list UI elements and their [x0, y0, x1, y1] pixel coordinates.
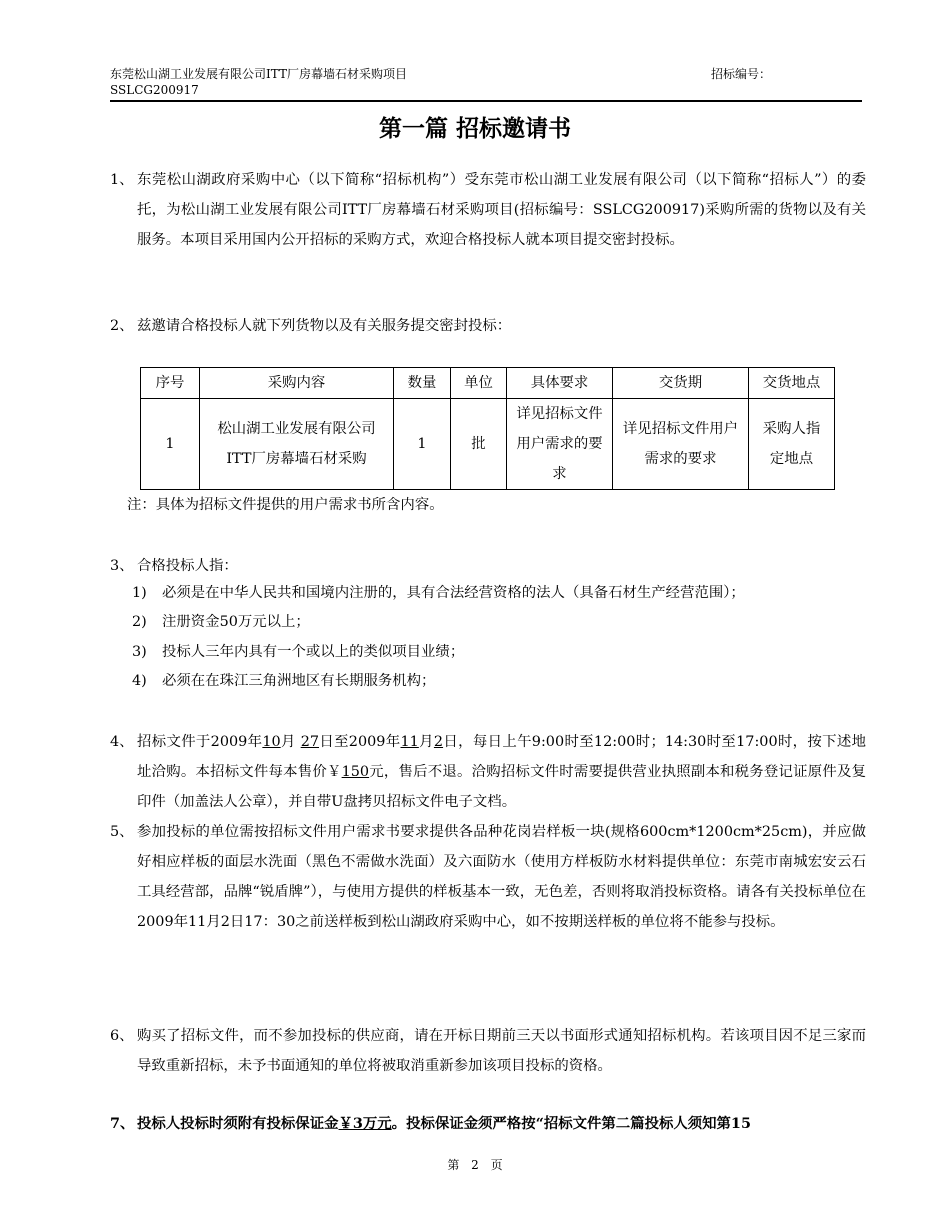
paragraph-5-number: 5、 — [110, 824, 134, 840]
text-run: 。投标保证金须严格按“招标文件第二篇投标人须知第15 — [391, 1115, 751, 1132]
table-cell-qty: 1 — [394, 399, 451, 490]
paragraph-1 — [110, 165, 866, 255]
underlined-price: 150 — [341, 764, 370, 780]
table-header-cell: 交货期 — [613, 368, 749, 399]
table-header-cell: 数量 — [394, 368, 451, 399]
table-cell-seq: 1 — [141, 399, 200, 490]
text-run: 月 — [280, 734, 301, 750]
table-note: 注：具体为招标文件提供的用户需求书所含内容。 — [127, 497, 444, 513]
table-header-row — [141, 368, 835, 399]
header-divider — [110, 100, 862, 102]
list-item-number: 1) — [132, 585, 147, 601]
paragraph-3-text: 合格投标人指： — [137, 558, 238, 574]
table-cell-requirement: 详见招标文件用户需求的要求 — [507, 399, 613, 490]
page-header — [110, 66, 862, 98]
paragraph-7 — [110, 1109, 866, 1139]
paragraph-3 — [110, 551, 866, 581]
list-item-text: 必须在在珠江三角洲地区有长期服务机构； — [162, 673, 436, 689]
procurement-table — [140, 367, 835, 490]
table-header-cell: 单位 — [451, 368, 507, 399]
table-header-cell: 交货地点 — [749, 368, 835, 399]
paragraph-1-text: 东莞松山湖政府采购中心（以下简称“招标机构”）受东莞市松山湖工业发展有限公司（以下简称“招标人”）的委托，为松山湖工业发展有限公司ITT厂房幕墙石材采购项目(招标编号：SSLCG200917)采购所需的货物以及有关服务。本项目采用国内公开招标的采购方式，欢迎合格投标人就本项目提交密封投标。 — [137, 172, 866, 248]
table-header-cell: 序号 — [141, 368, 200, 399]
table-row — [141, 399, 835, 490]
text-run: 元，售后不退。洽购招标文件时需要提供营业执照副本和税务登记证原件及复印件（加盖法人公章），并自带U盘拷贝招标文件电子文档。 — [137, 764, 866, 810]
text-run: 招标文件于2009年 — [137, 734, 263, 750]
paragraph-1-number: 1、 — [110, 172, 134, 188]
paragraph-6 — [110, 1021, 866, 1081]
list-item-number: 4) — [132, 673, 147, 689]
list-item-text: 必须是在中华人民共和国境内注册的，具有合法经营资格的法人（具备石材生产经营范围）； — [162, 585, 745, 601]
list-item — [132, 609, 310, 635]
paragraph-4-number: 4、 — [110, 734, 134, 750]
page-title: 第一篇 招标邀请书 — [378, 115, 571, 142]
header-code-label: 招标编号： — [711, 67, 772, 81]
paragraph-6-text: 购买了招标文件，而不参加投标的供应商，请在开标日期前三天以书面形式通知招标机构。若该项目因不足三家而导致重新招标，未予书面通知的单位将被取消重新参加该项目投标的资格。 — [137, 1028, 866, 1074]
text-run: 月 — [418, 734, 434, 750]
list-item-number: 2) — [132, 614, 147, 630]
underlined-month: 10 — [262, 734, 281, 750]
underlined-amount: ￥3万元 — [338, 1115, 392, 1132]
paragraph-3-number: 3、 — [110, 558, 134, 574]
paragraph-4-text — [110, 727, 866, 817]
list-item — [132, 639, 464, 665]
table-cell-delivery: 详见招标文件用户需求的要求 — [613, 399, 749, 490]
list-item — [132, 580, 745, 606]
table-cell-content: 松山湖工业发展有限公司ITT厂房幕墙石材采购 — [200, 399, 394, 490]
table-header-cell: 具体要求 — [507, 368, 613, 399]
paragraph-5-text: 参加投标的单位需按招标文件用户需求书要求提供各品种花岗岩样板一块(规格600cm*1200cm*25cm)，并应做好相应样板的面层水洗面（黑色不需做水洗面）及六面防水（使用方样板防水材料提供单位：东莞市南城宏安云石工具经营部，品牌“锐盾牌”），与使用方提供的样板基本一致，无色差，否则将取消投标资格。请各有关投标单位在2009年11月2日17：30之前送样板到松山湖政府采购中心，如不按期送样板的单位将不能参与投标。 — [137, 824, 866, 930]
underlined-day: 2 — [433, 734, 444, 750]
paragraph-5 — [110, 817, 866, 937]
text-run: 投标人投标时须附有投标保证金 — [137, 1115, 339, 1132]
paragraph-7-number: 7、 — [110, 1115, 135, 1132]
list-item-number: 3) — [132, 644, 147, 660]
paragraph-2-number: 2、 — [110, 318, 134, 334]
table-header-cell: 采购内容 — [200, 368, 394, 399]
list-item-text: 注册资金50万元以上； — [162, 614, 310, 630]
header-code-value: SSLCG200917 — [110, 83, 199, 97]
paragraph-7-text — [110, 1109, 866, 1139]
paragraph-2-text: 兹邀请合格投标人就下列货物以及有关服务提交密封投标： — [137, 318, 512, 334]
underlined-day: 27 — [300, 734, 319, 750]
paragraph-2 — [110, 311, 866, 341]
list-item — [132, 668, 435, 694]
paragraph-6-number: 6、 — [110, 1028, 134, 1044]
header-project-line: 东莞松山湖工业发展有限公司ITT厂房幕墙石材采购项目 — [110, 67, 407, 81]
paragraph-4 — [110, 727, 866, 817]
table-cell-unit: 批 — [451, 399, 507, 490]
list-item-text: 投标人三年内具有一个或以上的类似项目业绩； — [162, 644, 465, 660]
table-cell-place: 采购人指定地点 — [749, 399, 835, 490]
text-run: 日至2009年 — [319, 734, 401, 750]
page-footer: 第 2 页 — [447, 1158, 503, 1172]
text-run: 日，每日上午9:00时至12:00时；14:30时至17:00时，按下述地址洽购。本招标文件每本售价￥ — [137, 734, 867, 780]
underlined-month: 11 — [400, 734, 419, 750]
